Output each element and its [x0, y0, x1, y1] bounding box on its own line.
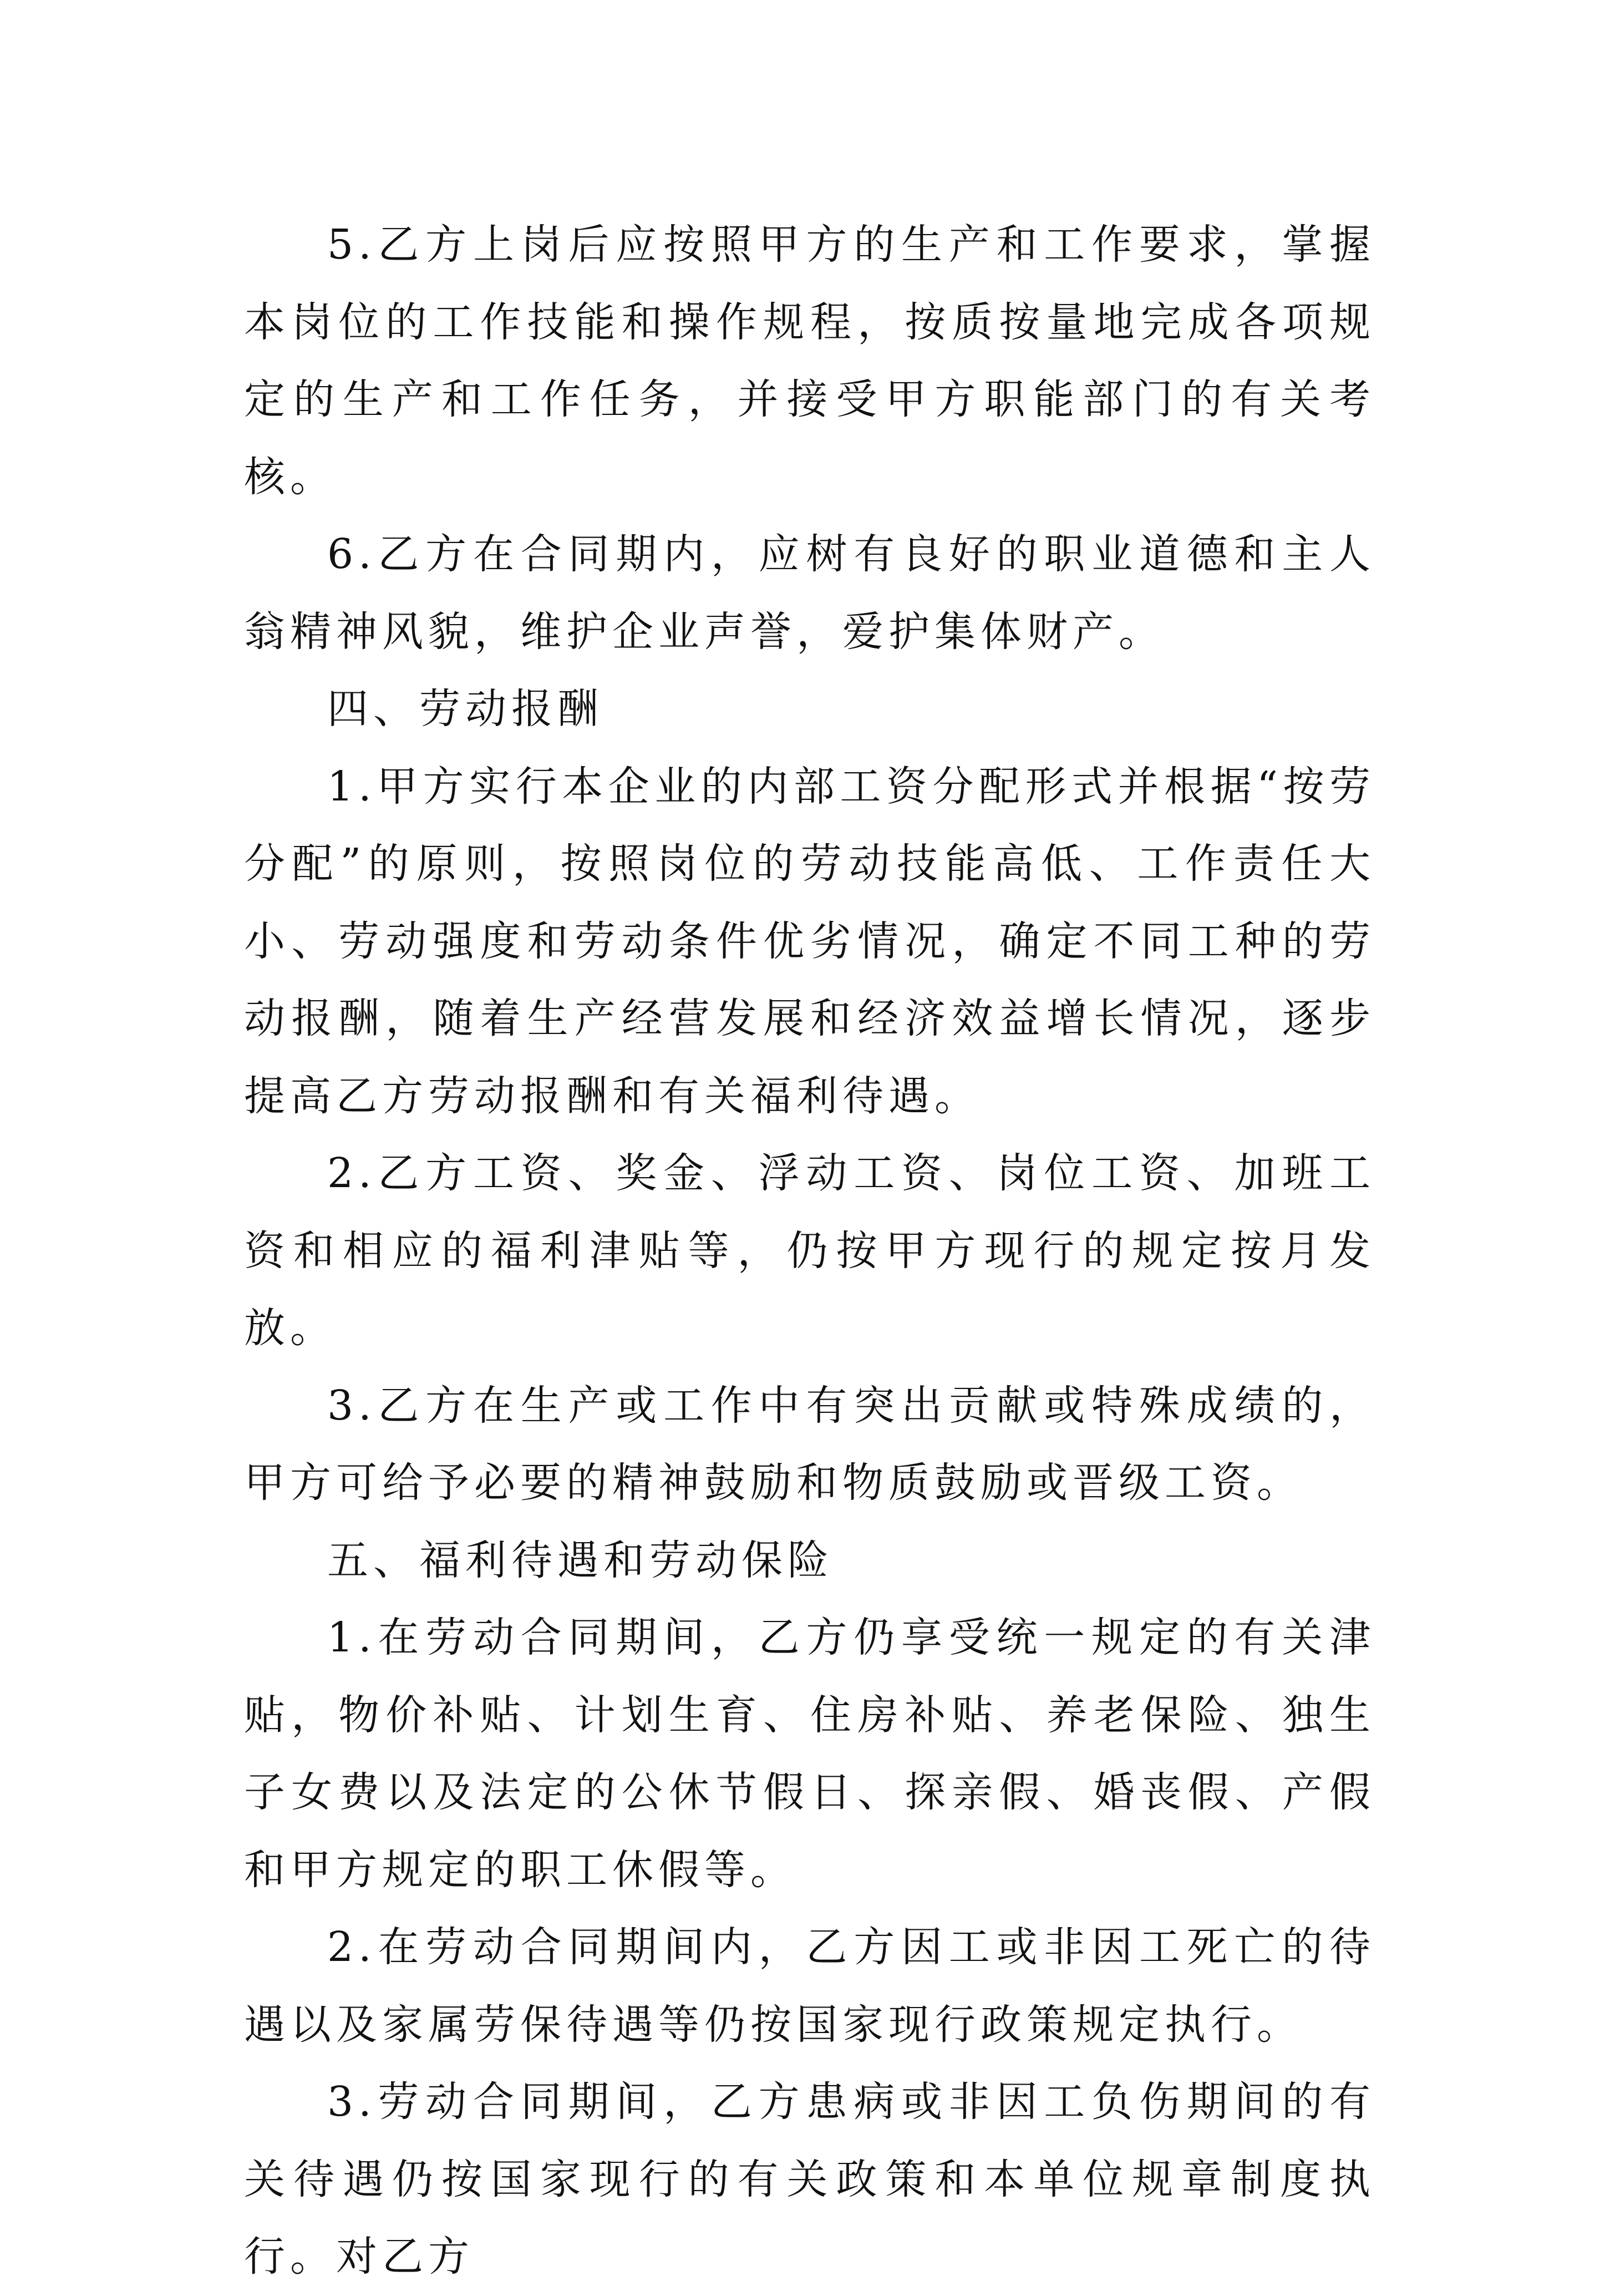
clause-4-3: 3.乙方在生产或工作中有突出贡献或特殊成绩的，甲方可给予必要的精神鼓励和物质鼓励或晋级工资。 — [244, 1381, 1375, 1507]
clause-5-1: 1.在劳动合同期间，乙方仍享受统一规定的有关津贴，物价补贴、计划生育、住房补贴、养老保险、独生子女费以及法定的公休节假日、探亲假、婚丧假、产假和甲方规定的职工休假等。 — [244, 1614, 1375, 1894]
clause-5-2: 2.在劳动合同期间内，乙方因工或非因工死亡的待遇以及家属劳保待遇等仍按国家现行政策规定执行。 — [244, 1923, 1375, 2049]
document-body — [244, 206, 1375, 2296]
clause-5-3: 3.劳动合同期间，乙方患病或非因工负伤期间的有关待遇仍按国家现行的有关政策和本单位规章制度执行。对乙方 — [244, 2078, 1375, 2280]
clause-4-2: 2.乙方工资、奖金、浮动工资、岗位工资、加班工资和相应的福利津贴等，仍按甲方现行的规定按月发放。 — [244, 1149, 1375, 1352]
clause-3-5: 5.乙方上岗后应按照甲方的生产和工作要求，掌握本岗位的工作技能和操作规程，按质按量地完成各项规定的生产和工作任务，并接受甲方职能部门的有关考核。 — [244, 221, 1375, 501]
clause-3-6: 6.乙方在合同期内，应树有良好的职业道德和主人翁精神风貌，维护企业声誉，爱护集体财产。 — [244, 530, 1375, 656]
section-heading-5: 五、福利待遇和劳动保险 — [327, 1536, 834, 1584]
section-heading-4: 四、劳动报酬 — [327, 685, 603, 733]
clause-4-1: 1.甲方实行本企业的内部工资分配形式并根据“按劳分配”的原则，按照岗位的劳动技能高低、工作责任大小、劳动强度和劳动条件优劣情况，确定不同工种的劳动报酬，随着生产经营发展和经济效益增长情况，逐步提高乙方劳动报酬和有关福利待遇。 — [244, 762, 1375, 1120]
